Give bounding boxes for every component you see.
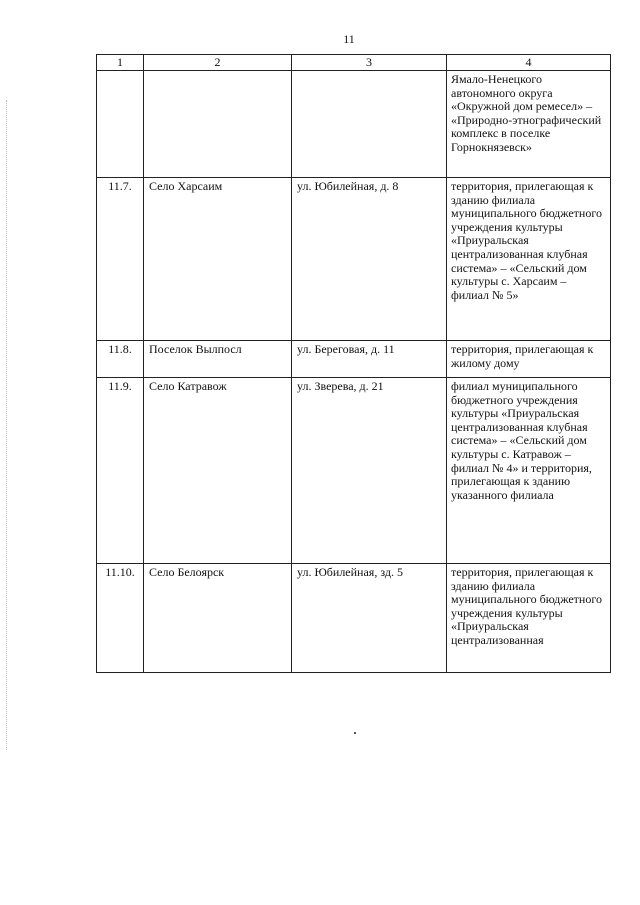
row-number-cell: 11.8. [97, 341, 144, 378]
column-header-2: 2 [144, 55, 292, 71]
address-cell: ул. Юбилейная, д. 8 [292, 178, 447, 341]
table-row [97, 178, 611, 341]
table-row [97, 71, 611, 178]
document-table-container [96, 54, 610, 673]
address-cell: ул. Юбилейная, зд. 5 [292, 564, 447, 673]
row-number-cell [97, 71, 144, 178]
place-cell: Село Харсаим [144, 178, 292, 341]
description-cell: филиал муниципального бюджетного учреждения культуры «Приуральская централизованная клубная система» – «Сельский дом культуры с. Катравож – филиал № 4» и территория, прилегающая к зданию указанного филиала [447, 378, 611, 564]
table-row [97, 378, 611, 564]
page-number: 11 [343, 32, 355, 46]
table-header-row [97, 55, 611, 71]
row-number-cell: 11.10. [97, 564, 144, 673]
description-cell: Ямало-Ненецкого автономного округа «Окружной дом ремесел» – «Природно-этнографический комплекс в поселке Горнокнязевск» [447, 71, 611, 178]
address-cell [292, 71, 447, 178]
address-cell: ул. Береговая, д. 11 [292, 341, 447, 378]
place-cell: Село Катравож [144, 378, 292, 564]
description-text: территория, прилегающая к зданию филиала муниципального бюджетного учреждения культуры «Приуральская централизованная [451, 566, 602, 647]
table-row [97, 564, 611, 673]
address-cell: ул. Зверева, д. 21 [292, 378, 447, 564]
place-cell [144, 71, 292, 178]
description-cell: территория, прилегающая к жилому дому [447, 341, 611, 378]
table-row [97, 341, 611, 378]
document-table [96, 54, 611, 673]
column-header-3: 3 [292, 55, 447, 71]
row-number-cell: 11.7. [97, 178, 144, 341]
description-cell: территория, прилегающая к зданию филиала муниципального бюджетного учреждения культуры «Приуральская централизованная клубная система» – «Сельский дом культуры с. Харсаим – филиал № 5» [447, 178, 611, 341]
column-header-1: 1 [97, 55, 144, 71]
description-cell [447, 564, 611, 673]
place-cell: Поселок Вылпосл [144, 341, 292, 378]
column-header-4: 4 [447, 55, 611, 71]
scan-speck [354, 732, 356, 734]
place-cell: Село Белоярск [144, 564, 292, 673]
row-number-cell: 11.9. [97, 378, 144, 564]
scan-margin-marks [6, 100, 9, 750]
